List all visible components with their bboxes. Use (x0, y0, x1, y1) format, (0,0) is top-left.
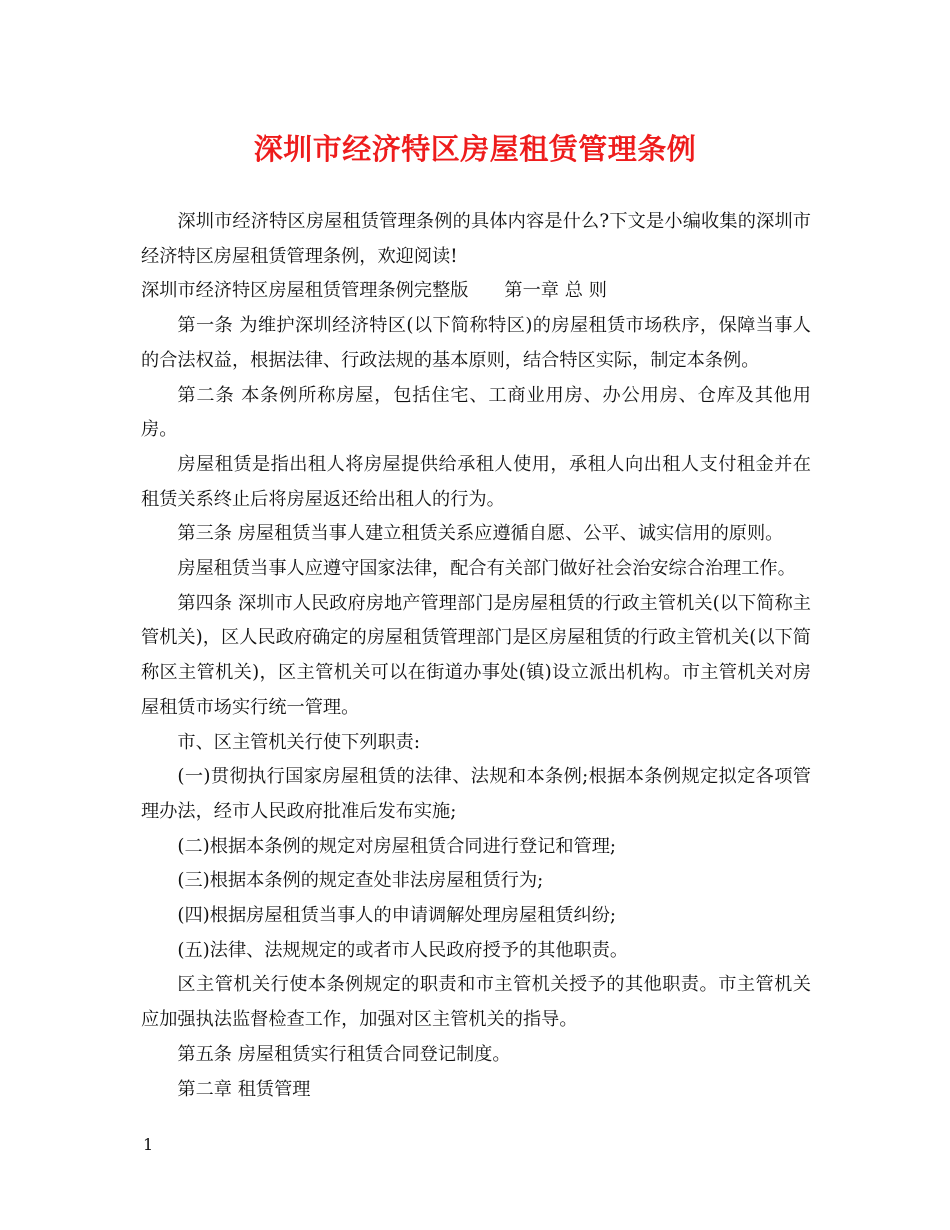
article-paragraph: 第三条 房屋租赁当事人建立租赁关系应遵循自愿、公平、诚实信用的原则。 (177, 523, 784, 545)
article-paragraph: 市、区主管机关行使下列职责: (177, 731, 420, 753)
document-title: 深圳市经济特区房屋租赁管理条例 (253, 132, 697, 166)
article-paragraph: 区主管机关行使本条例规定的职责和市主管机关授予的其他职责。市主管机关应加强执法监督检查工作，加强对区主管机关的指导。 (141, 974, 811, 1031)
article-paragraph: 房屋租赁当事人应遵守国家法律，配合有关部门做好社会治安综合治理工作。 (177, 558, 796, 580)
list-item: (五)法律、法规规定的或者市人民政府授予的其他职责。 (177, 939, 629, 961)
document-body (141, 205, 811, 1107)
intro-paragraph: 深圳市经济特区房屋租赁管理条例的具体内容是什么?下文是小编收集的深圳市经济特区房屋租赁管理条例，欢迎阅读! (141, 211, 811, 267)
article-paragraph: 房屋租赁是指出租人将房屋提供给承租人使用，承租人向出租人支付租金并在租赁关系终止后将房屋返还给出租人的行为。 (141, 453, 811, 510)
list-item: (一)贯彻执行国家房屋租赁的法律、法规和本条例;根据本条例规定拟定各项管理办法，经市人民政府批准后发布实施; (141, 766, 811, 822)
list-item: (三)根据本条例的规定查处非法房屋租赁行为; (177, 870, 544, 892)
chapter-heading: 第二章 租赁管理 (177, 1078, 311, 1100)
chapter-heading: 第一章 总 则 (504, 280, 607, 302)
article-paragraph: 第一条 为维护深圳经济特区(以下简称特区)的房屋租赁市场秩序，保障当事人的合法权益，根据法律、行政法规的基本原则，结合特区实际，制定本条例。 (141, 315, 811, 371)
document-subtitle: 深圳市经济特区房屋租赁管理条例完整版 (141, 280, 469, 302)
subtitle-line (141, 274, 811, 309)
article-paragraph: 第二条 本条例所称房屋，包括住宅、工商业用房、办公用房、仓库及其他用房。 (141, 384, 811, 441)
article-paragraph: 第五条 房屋租赁实行租赁合同登记制度。 (177, 1043, 511, 1065)
list-item: (四)根据房屋租赁当事人的申请调解处理房屋租赁纠纷; (177, 905, 617, 927)
article-paragraph: 第四条 深圳市人民政府房地产管理部门是房屋租赁的行政主管机关(以下简称主管机关)，区人民政府确定的房屋租赁管理部门是区房屋租赁的行政主管机关(以下简称区主管机关)，区主管机关可以在街道办事处(镇)设立派出机构。市主管机关对房屋租赁市场实行统一管理。 (141, 592, 811, 718)
page-number: 1 (143, 1135, 154, 1154)
list-item: (二)根据本条例的规定对房屋租赁合同进行登记和管理; (177, 835, 617, 857)
